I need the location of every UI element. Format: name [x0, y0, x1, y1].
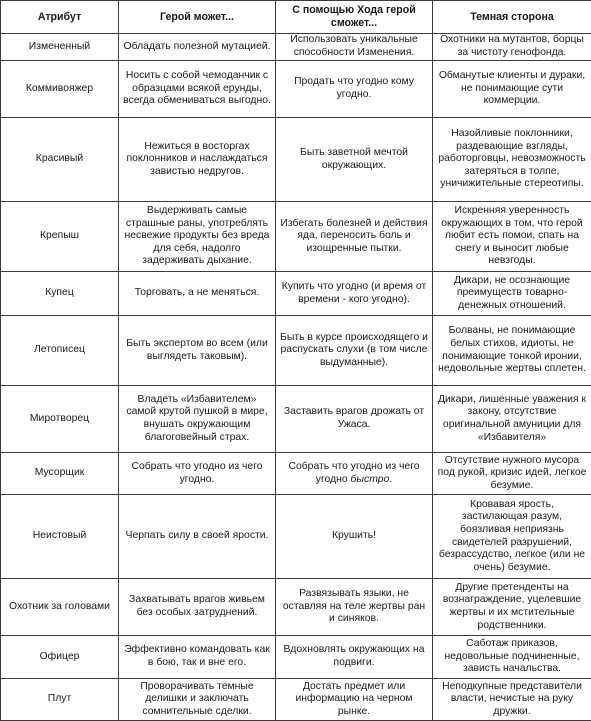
header-move: С помощью Хода герой сможет...: [276, 1, 433, 34]
attribute-cell: Мусорщик: [1, 453, 119, 495]
hero-can-cell: Владеть «Избавителем» самой крутой пушкой в мире, внушать окружающим благоговейный страх.: [119, 386, 276, 453]
dark-side-cell: Назойливые поклонники, раздевающие взгляды, работорговцы, невозможность затеряться в толпе, уничижительные стереотипы.: [433, 118, 591, 202]
dark-side-cell: Неподкупные представители власти, нечистые на руку дружки.: [433, 679, 591, 721]
table-row: [1, 316, 591, 386]
move-cell: Быть в курсе происходящего и распускать слухи (в том числе выдуманные).: [276, 316, 433, 386]
table-row: [1, 61, 591, 118]
hero-can-cell: Эффективно командовать как в бою, так и вне его.: [119, 636, 276, 679]
table-row: [1, 453, 591, 495]
hero-can-cell: Собрать что угодно из чего угодно.: [119, 453, 276, 495]
move-cell: [276, 453, 433, 495]
dark-side-cell: Дикари, лишенные уважения к закону, отсутствие оригинальной амуниции для «Избавителя»: [433, 386, 591, 453]
header-hero-can: Герой может...: [119, 1, 276, 34]
attribute-cell: Офицер: [1, 636, 119, 679]
hero-can-cell: Быть экспертом во всем (или выглядеть таковым).: [119, 316, 276, 386]
dark-side-cell: Кровавая ярость, застилающая разум, боязливая неприязнь свидетелей разрушений, безрассудство, легкое (или не очень) безумие.: [433, 495, 591, 579]
attribute-cell: Летописец: [1, 316, 119, 386]
attribute-cell: Измененный: [1, 34, 119, 61]
dark-side-cell: Отсутствие нужного мусора под рукой, кризис идей, легкое безумие.: [433, 453, 591, 495]
attribute-cell: Купец: [1, 272, 119, 316]
move-cell: Избегать болезней и действия яда, переносить боль и изощренные пытки.: [276, 202, 433, 272]
attribute-cell: Миротворец: [1, 386, 119, 453]
table-row: [1, 386, 591, 453]
move-cell: Достать предмет или информацию на черном рынке.: [276, 679, 433, 721]
dark-side-cell: Обманутые клиенты и дураки, не понимающие сути коммерции.: [433, 61, 591, 118]
dark-side-cell: Искренняя уверенность окружающих в том, что герой любит есть помои, спать на снегу и выносит любые невзгоды.: [433, 202, 591, 272]
hero-can-cell: Выдерживать самые страшные раны, употреблять несвежие продукты без вреда для себя, надолго задерживать дыхание.: [119, 202, 276, 272]
dark-side-cell: Дикари, не осознающие преимуществ товарно-денежных отношений.: [433, 272, 591, 316]
move-cell: Крушить!: [276, 495, 433, 579]
table-row: [1, 34, 591, 61]
table-row: [1, 679, 591, 721]
move-cell: Развязывать языки, не оставляя на теле жертвы ран и синяков.: [276, 579, 433, 636]
table-row: [1, 579, 591, 636]
move-text: Собрать что угодно из чего угодно быстро.: [288, 461, 419, 485]
attribute-cell: Коммивояжер: [1, 61, 119, 118]
dark-side-cell: Саботаж приказов, недовольные подчиненные, зависть начальства.: [433, 636, 591, 679]
table-row: [1, 118, 591, 202]
hero-can-cell: Носить с собой чемоданчик с образцами всякой ерунды, всегда обмениваться выгодно.: [119, 61, 276, 118]
dark-side-cell: Охотники на мутантов, борцы за чистоту генофонда.: [433, 34, 591, 61]
emphasis-text: быстро: [351, 474, 390, 485]
dark-side-cell: Другие претенденты на вознаграждение, уцелевшие жертвы и их мстительные родственники.: [433, 579, 591, 636]
move-cell: Быть заветной мечтой окружающих.: [276, 118, 433, 202]
table-row: [1, 202, 591, 272]
move-cell: Вдохновлять окружающих на подвиги.: [276, 636, 433, 679]
header-row: [1, 1, 591, 34]
header-attribute: Атрибут: [1, 1, 119, 34]
hero-can-cell: Проворачивать темные делишки и заключать сомнительные сделки.: [119, 679, 276, 721]
table-row: [1, 272, 591, 316]
attribute-cell: Неистовый: [1, 495, 119, 579]
move-cell: Купить что угодно (и время от времени - кого угодно).: [276, 272, 433, 316]
hero-can-cell: Нежиться в восторгах поклонников и наслаждаться завистью недругов.: [119, 118, 276, 202]
hero-can-cell: Захватывать врагов живьем без особых затруднений.: [119, 579, 276, 636]
move-cell: Продать что угодно кому угодно.: [276, 61, 433, 118]
table-row: [1, 495, 591, 579]
dark-side-cell: Болваны, не понимающие белых стихов, идиоты, не понимающие тонкой иронии, недовольные жертвы сплетен.: [433, 316, 591, 386]
table-row: [1, 636, 591, 679]
hero-can-cell: Обладать полезной мутацией.: [119, 34, 276, 61]
hero-can-cell: Торговать, а не меняться.: [119, 272, 276, 316]
attribute-cell: Плут: [1, 679, 119, 721]
attribute-cell: Крепыш: [1, 202, 119, 272]
attribute-cell: Охотник за головами: [1, 579, 119, 636]
hero-can-cell: Черпать силу в своей ярости.: [119, 495, 276, 579]
move-cell: Использовать уникальные способности Изменения.: [276, 34, 433, 61]
move-cell: Заставить врагов дрожать от Ужаса.: [276, 386, 433, 453]
attribute-cell: Красивый: [1, 118, 119, 202]
header-dark-side: Темная сторона: [433, 1, 591, 34]
